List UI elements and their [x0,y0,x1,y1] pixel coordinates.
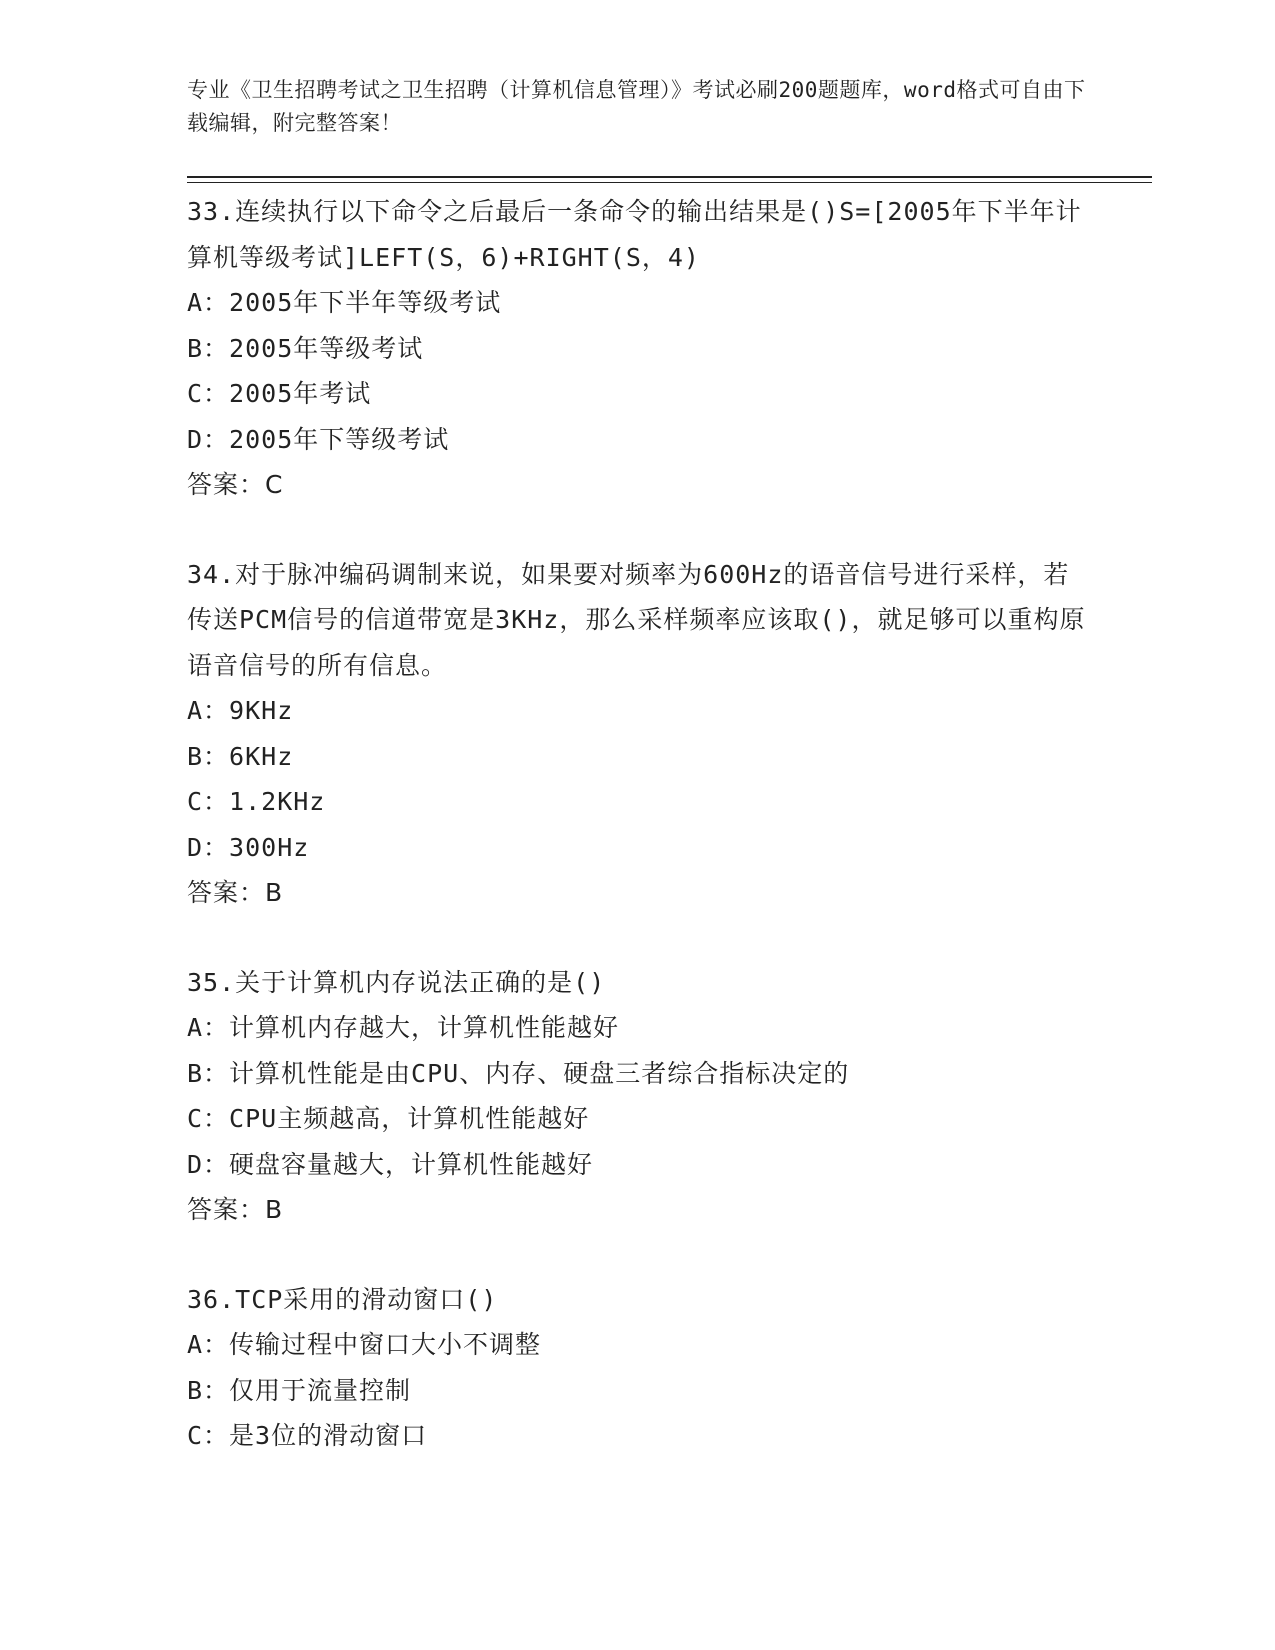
option-b: B：计算机性能是由CPU、内存、硬盘三者综合指标决定的 [187,1058,850,1088]
option-b: B：6KHz [187,741,294,771]
option-d: D：300Hz [187,832,310,862]
header-divider-thick [187,176,1152,178]
question-36 [187,1277,1087,1459]
option-c: C：2005年考试 [187,379,372,408]
question-34 [187,552,1087,916]
option-a: A：计算机内存越大，计算机性能越好 [187,1013,620,1042]
question-stem: 33.连续执行以下命令之后最后一条命令的输出结果是()S=[2005年下半年计算机等级考试]LEFT(S，6)+RIGHT(S，4) [187,197,1082,272]
document-header: 专业《卫生招聘考试之卫生招聘（计算机信息管理）》考试必刷200题题库，word格式可自由下载编辑，附完整答案！ [187,78,1086,135]
answer-line: 答案：C [187,470,284,499]
option-a: A：9KHz [187,696,294,725]
option-b: B：仅用于流量控制 [187,1375,412,1405]
option-a: A：2005年下半年等级考试 [187,288,502,317]
question-stem: 35.关于计算机内存说法正确的是() [187,967,606,997]
option-c: C：CPU主频越高，计算机性能越好 [187,1104,590,1133]
option-c: C：是3位的滑动窗口 [187,1421,428,1450]
option-b: B：2005年等级考试 [187,333,424,363]
option-c: C：1.2KHz [187,787,326,816]
header-divider-thin [187,182,1152,183]
question-stem: 34.对于脉冲编码调制来说，如果要对频率为600Hz的语音信号进行采样，若传送PCM信号的信道带宽是3KHz，那么采样频率应该取()，就足够可以重构原语音信号的所有信息。 [187,559,1086,680]
option-a: A：传输过程中窗口大小不调整 [187,1330,542,1359]
question-list [187,189,1087,1503]
question-33 [187,189,1087,508]
question-35 [187,960,1087,1233]
option-d: D：硬盘容量越大，计算机性能越好 [187,1149,594,1179]
answer-line: 答案：B [187,878,284,907]
answer-line: 答案：B [187,1195,284,1224]
option-d: D：2005年下等级考试 [187,424,450,454]
question-stem: 36.TCP采用的滑动窗口() [187,1284,498,1314]
